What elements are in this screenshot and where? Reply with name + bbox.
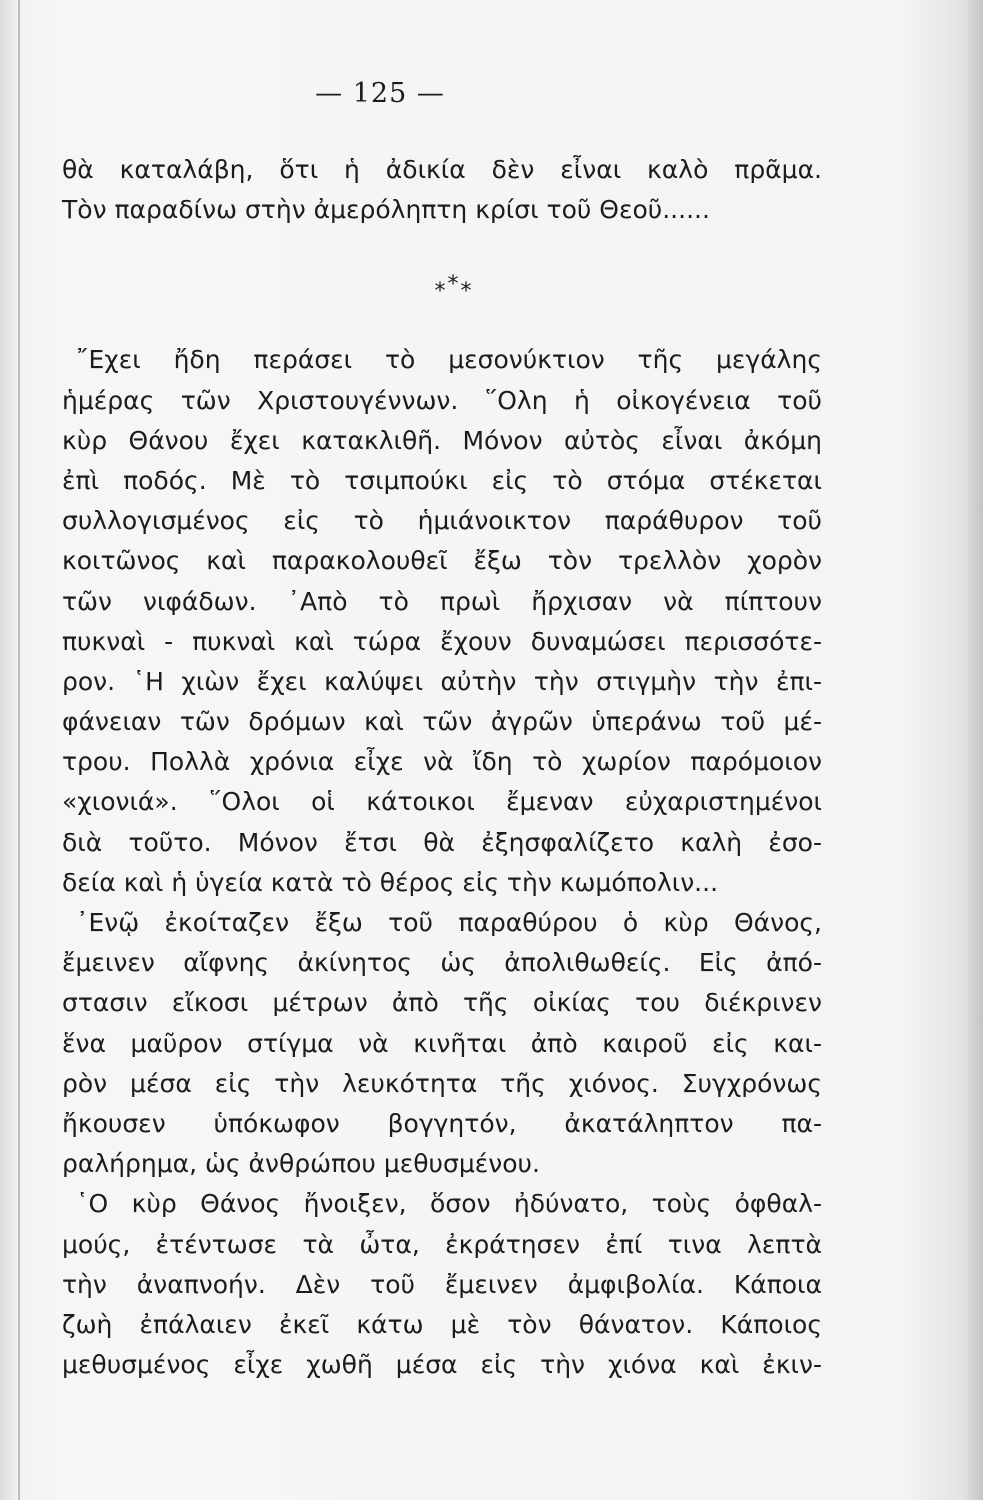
body-text xyxy=(62,150,822,1385)
text-line: δεία καὶ ἡ ὑγεία κατὰ τὸ θέρος εἰς τὴν κωμόπολιν... xyxy=(62,867,719,897)
text-line: διὰ τοῦτο. Μόνον ἔτσι θὰ ἐξησφαλίζετο καλὴ ἐσο- xyxy=(62,827,822,857)
page-edge-shadow xyxy=(968,0,983,1500)
text-line: ρον. ῾Η χιὼν ἔχει καλύψει αὐτὴν τὴν στιγμὴν τὴν ἐπι- xyxy=(62,666,822,696)
text-line: ἐπὶ ποδός. Μὲ τὸ τσιμπούκι εἰς τὸ στόμα στέκεται xyxy=(62,465,822,495)
section-separator: ⁎*⁎ xyxy=(434,272,474,298)
text-line: ραλήρημα, ὡς ἀνθρώπου μεθυσμένου. xyxy=(62,1149,540,1179)
text-line: τὴν ἀναπνοήν. Δὲν τοῦ ἔμεινεν ἀμφιβολία. Κάποια xyxy=(62,1269,822,1299)
page-number: — 125 — xyxy=(315,78,445,109)
text-line: ῎Εχει ἤδη περάσει τὸ μεσονύκτιον τῆς μεγάλης xyxy=(76,345,822,375)
text-line: πυκναὶ - πυκναὶ καὶ τώρα ἔχουν δυναμώσει περισσότε- xyxy=(62,626,822,656)
text-line: ἔμεινεν αἴφνης ἀκίνητος ὡς ἀπολιθωθείς. Εἰς ἀπό- xyxy=(62,948,822,978)
text-line: κὺρ Θάνου ἔχει κατακλιθῆ. Μόνον αὐτὸς εἶναι ἀκόμη xyxy=(62,425,822,455)
text-line: ῾Ο κὺρ Θάνος ἤνοιξεν, ὅσον ἠδύνατο, τοὺς ὀφθαλ- xyxy=(76,1189,822,1219)
text-line: ζωὴ ἐπάλαιεν ἐκεῖ κάτω μὲ τὸν θάνατον. Κάποιος xyxy=(62,1309,822,1339)
text-line: τῶν νιφάδων. ᾿Απὸ τὸ πρωὶ ἤρχισαν νὰ πίπτουν xyxy=(62,586,822,616)
text-line: φάνειαν τῶν δρόμων καὶ τῶν ἀγρῶν ὑπεράνω τοῦ μέ- xyxy=(62,707,822,737)
text-line: ᾿Ενῷ ἐκοίταζεν ἔξω τοῦ παραθύρου ὁ κὺρ Θάνος, xyxy=(76,908,822,937)
text-line: Τὸν παραδίνω στὴν ἀμερόληπτη κρίσι τοῦ Θεοῦ...... xyxy=(62,195,710,225)
text-line: τρου. Πολλὰ χρόνια εἶχε νὰ ἴδη τὸ χωρίον παρόμοιον xyxy=(62,747,822,777)
text-line: ἕνα μαῦρον στίγμα νὰ κινῆται ἀπὸ καιροῦ εἰς και- xyxy=(62,1028,822,1058)
text-line: κοιτῶνος καὶ παρακολουθεῖ ἔξω τὸν τρελλὸν χορὸν xyxy=(62,546,822,576)
text-line: «χιονιά». ῞Ολοι οἱ κάτοικοι ἔμεναν εὐχαριστημένοι xyxy=(62,787,822,817)
text-line: ρὸν μέσα εἰς τὴν λευκότητα τῆς χιόνος. Συγχρόνως xyxy=(62,1068,822,1098)
text-line: μεθυσμένος εἶχε χωθῆ μέσα εἰς τὴν χιόνα καὶ ἐκιν- xyxy=(62,1350,822,1380)
text-line: ἡμέρας τῶν Χριστουγέννων. ῞Ολη ἡ οἰκογένεια τοῦ xyxy=(62,385,822,415)
text-line: στασιν εἴκοσι μέτρων ἀπὸ τῆς οἰκίας του διέκρινεν xyxy=(62,988,822,1018)
text-line: μούς, ἐτέντωσε τὰ ὦτα, ἐκράτησεν ἐπί τινα λεπτὰ xyxy=(62,1229,822,1259)
text-line: ἤκουσεν ὑπόκωφον βογγητόν, ἀκατάληπτον πα- xyxy=(62,1108,822,1138)
text-line: θὰ καταλάβη, ὅτι ἡ ἀδικία δὲν εἶναι καλὸ πρᾶμα. xyxy=(62,155,822,184)
text-line: συλλογισμένος εἰς τὸ ἡμιάνοικτον παράθυρον τοῦ xyxy=(62,506,822,536)
page-gutter-line xyxy=(18,0,20,1500)
